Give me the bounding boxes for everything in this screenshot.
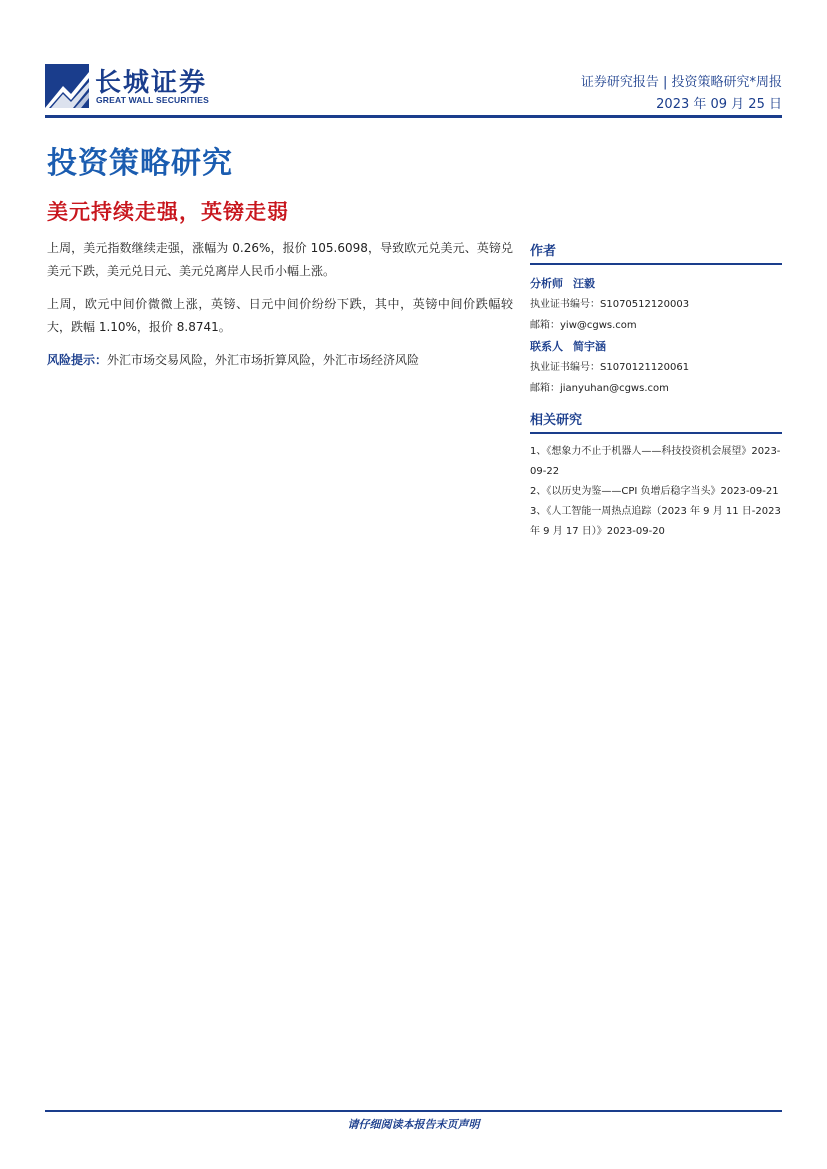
report-header — [45, 60, 782, 116]
related-research — [530, 409, 782, 542]
footer-disclaimer: 请仔细阅读本报告末页声明 — [347, 1118, 480, 1131]
report-headline: 美元持续走强，英镑走弱 — [47, 200, 289, 224]
analyst-cert: 执业证书编号：S1070512120003 — [530, 299, 690, 310]
report-category: 证券研究报告 | 投资策略研究*周报 — [580, 75, 782, 90]
body-paragraph-1: 上周，美元指数继续走强，涨幅为 0.26%，报价 105.6098，导致欧元兑美元、英镑兑美元下跌，美元兑日元、美元兑离岸人民币小幅上涨。 — [47, 241, 513, 278]
header-divider — [45, 115, 782, 118]
analyst-email: 邮箱：yiw@cgws.com — [530, 320, 637, 331]
body-paragraph-2: 上周，欧元中间价微微上涨，英镑、日元中间价纷纷下跌，其中，英镑中间价跌幅较大，跌幅 1.10%，报价 8.8741。 — [47, 297, 513, 334]
analyst-role: 分析师 — [530, 277, 563, 290]
document-type-title: 投资策略研究 — [47, 146, 233, 181]
contact-name-row — [530, 336, 782, 357]
contact-email: 邮箱：jianyuhan@cgws.com — [530, 383, 669, 394]
related-item[interactable]: 3、《人工智能一周热点追踪（2023 年 9 月 11 日-2023 年 9 月 17 日）》2023-09-20 — [530, 506, 781, 537]
sidebar — [530, 240, 782, 542]
related-item[interactable]: 1、《想象力不止于机器人——科技投资机会展望》2023-09-22 — [530, 446, 781, 477]
report-date: 2023 年 09 月 25 日 — [656, 97, 782, 112]
contact-name: 简宇涵 — [573, 340, 606, 353]
related-item[interactable]: 2、《以历史为鉴——CPI 负增后稳字当头》2023-09-21 — [530, 486, 779, 497]
analyst-name-row — [530, 273, 782, 294]
contact-cert: 执业证书编号：S1070121120061 — [530, 362, 690, 373]
analyst-name: 汪毅 — [573, 277, 595, 290]
brand-name-en: GREAT WALL SECURITIES — [96, 95, 209, 105]
report-body — [47, 237, 513, 382]
brand-name-cn: 长城证券 — [95, 68, 208, 98]
header-meta — [581, 72, 782, 116]
authors-title: 作者 — [530, 240, 782, 265]
related-title: 相关研究 — [530, 409, 782, 434]
contact-role: 联系人 — [530, 340, 563, 353]
great-wall-logo-icon — [45, 64, 89, 108]
footer-divider — [45, 1110, 782, 1112]
risk-text: 外汇市场交易风险，外汇市场折算风险，外汇市场经济风险 — [107, 353, 420, 367]
risk-warning — [47, 349, 513, 372]
risk-label: 风险提示： — [47, 353, 108, 367]
